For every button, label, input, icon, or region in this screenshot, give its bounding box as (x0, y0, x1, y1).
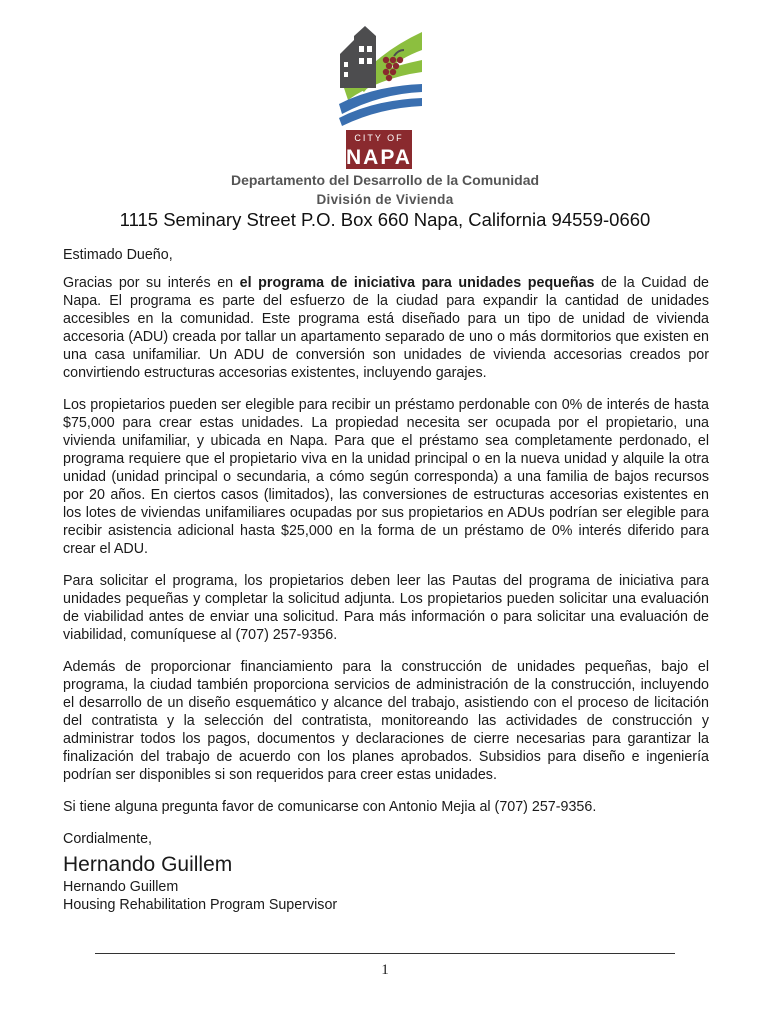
paragraph-1-intro: Gracias por su interés en (63, 275, 240, 291)
page-number: 1 (381, 962, 389, 978)
paragraph-1-rest: de la Cuidad de Napa. El programa es parte del esfuerzo de la ciudad para expandir la cantidad de unidades accesibles en la comunidad. Este programa está diseñado para un tipo de unidad de vivienda accesoria (ADU) creada por tallar un apartamento separado de uno o más dormitorios que existen en una casa unifamiliar. Un ADU de conversión son unidades de vivienda accesorias creados por convirtiendo estructuras accesorias existentes, incluyendo garajes. (63, 275, 709, 381)
letter-body (63, 246, 709, 914)
logo-line1: CITY OF (354, 133, 404, 143)
greeting: Estimado Dueño, (63, 247, 173, 263)
paragraph-5: Si tiene alguna pregunta favor de comunicarse con Antonio Mejia al (707) 257-9356. (63, 799, 597, 815)
logo-line2: NAPA (346, 146, 412, 169)
signer-title: Housing Rehabilitation Program Supervisor (63, 897, 338, 913)
department-name: Departamento del Desarrollo de la Comunidad (230, 172, 540, 188)
footer-divider (95, 953, 675, 954)
closing: Cordialmente, (63, 831, 152, 847)
program-name: el programa de iniciativa para unidades pequeñas (239, 275, 595, 291)
paragraph-4: Además de proporcionar financiamiento para la construcción de unidades pequeñas, bajo el programa, la ciudad también proporciona servicios de administración de la construcción, incluyendo el desarrollo de un diseño esquemático y alcance del trabajo, asistiendo con el proceso de licitación del contratista y la selección del contratista, monitoreando las actividades de construcción y administrar todos los pagos, documentos y declaraciones de cierre necesarias para garantizar la finalización del trabajo de acuerdo con los planes aprobados. Subsidios para diseño e ingeniería podrían ser disponibles si son requeridos para creer estas unidades. (63, 659, 709, 783)
city-of-napa-logo (334, 22, 424, 169)
signature: Hernando Guillem (63, 853, 233, 876)
address-line: 1115 Seminary Street P.O. Box 660 Napa, California 94559-0660 (119, 209, 651, 230)
paragraph-1 (63, 274, 709, 382)
paragraph-3: Para solicitar el programa, los propietarios deben leer las Pautas del programa de iniciativa para unidades pequeñas y completar la solicitud adjunta. Los propietarios pueden solicitar una evaluación de viabilidad antes de enviar una solicitud. Para más información o para solicitar una evaluación de viabilidad, comuníquese al (707) 257-9356. (63, 573, 709, 643)
division-name: División de Vivienda (316, 192, 454, 207)
paragraph-2: Los propietarios pueden ser elegible para recibir un préstamo perdonable con 0% de interés de hasta $75,000 para crear estas unidades. La propiedad necesita ser ocupada por el propietario, una vivienda unifamiliar, y ubicada en Napa. Para que el préstamo sea completamente perdonado, el programa requiere que el propietario viva en la unidad principal o en la nueva unidad y alquile la otra unidad (unidad principal o secundaria, a cómo según corresponda) a una familia de bajos recursos por 20 años. En ciertos casos (limitados), las conversiones de estructuras accesorias existentes en los lotes de viviendas unifamiliares ocupadas por sus propietarios en ADUs podrían ser elegible para recibir asistencia adicional hasta $25,000 en la forma de un préstamo de 0% interés diferido para crear el ADU. (63, 397, 709, 557)
signer-name: Hernando Guillem (63, 879, 179, 895)
